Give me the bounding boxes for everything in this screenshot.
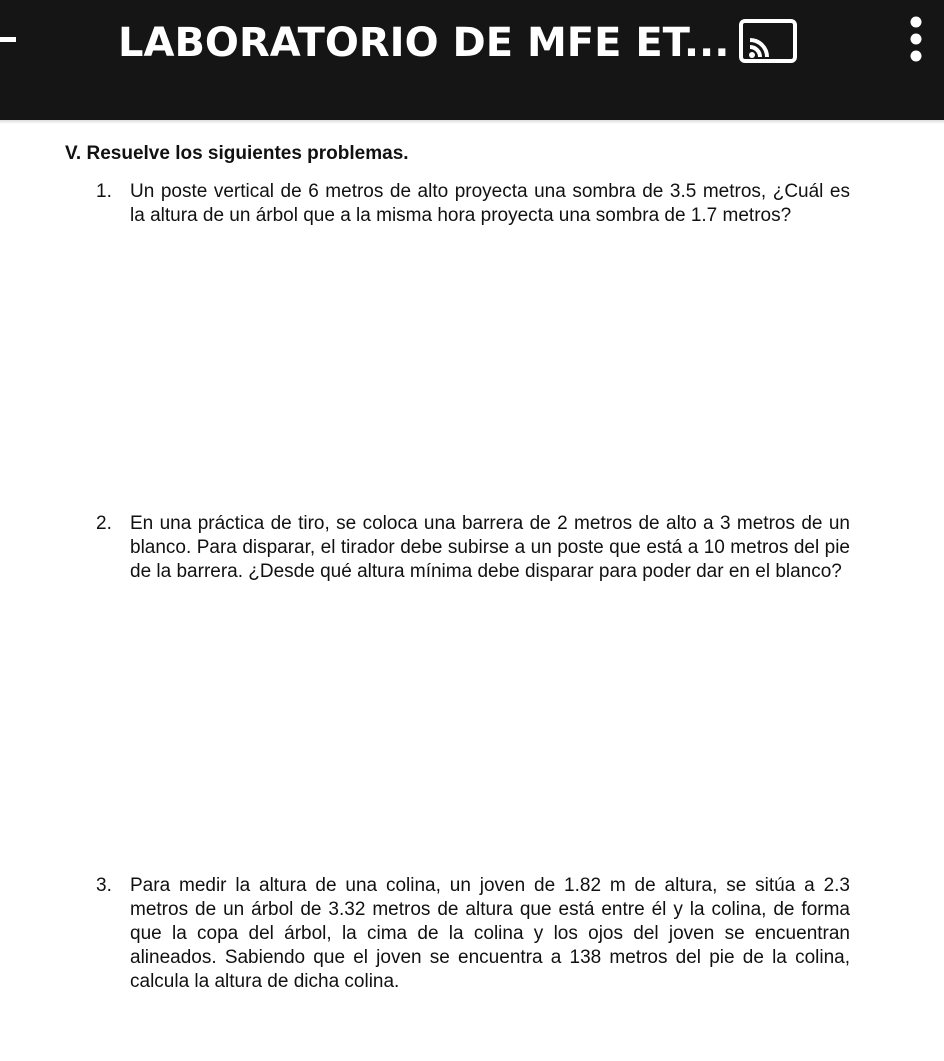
problem-item [96,874,856,994]
more-options-button[interactable] [904,15,928,67]
cast-icon [738,18,798,64]
problem-text: Para medir la altura de una colina, un joven de 1.82 m de altura, se sitúa a 2.3 metros de un árbol de 3.32 metros de altura que está entre él y la colina, de forma que la copa del árbol, la cima de la colina y los ojos del joven se encuentran alineados. Sabiendo que el joven se encuentra a 138 metros del pie de la colina, calcula la altura de dicha colina. [130,875,850,992]
problem-number: 1. [96,181,112,202]
document-title: LABORATORIO DE MFE ET... [118,20,730,66]
problem-item [96,512,856,584]
problem-number: 2. [96,513,112,534]
problem-text: En una práctica de tiro, se coloca una barrera de 2 metros de alto a 3 metros de un blanco. Para disparar, el tirador debe subirse a un poste que está a 10 metros del pie de la barrera. ¿Desde qué altura mínima debe disparar para poder dar en el blanco? [130,513,850,582]
more-vertical-icon [904,15,928,67]
problem-number: 3. [96,875,112,896]
problem-text: Un poste vertical de 6 metros de alto proyecta una sombra de 3.5 metros, ¿Cuál es la altura de un árbol que a la misma hora proyecta una sombra de 1.7 metros? [130,181,850,226]
cast-button[interactable] [738,18,798,64]
app-bar [0,0,944,120]
section-heading: V. Resuelve los siguientes problemas. [65,143,409,164]
app-bar-shadow [0,120,944,124]
problem-item [96,180,856,228]
minus-icon[interactable] [0,37,16,42]
